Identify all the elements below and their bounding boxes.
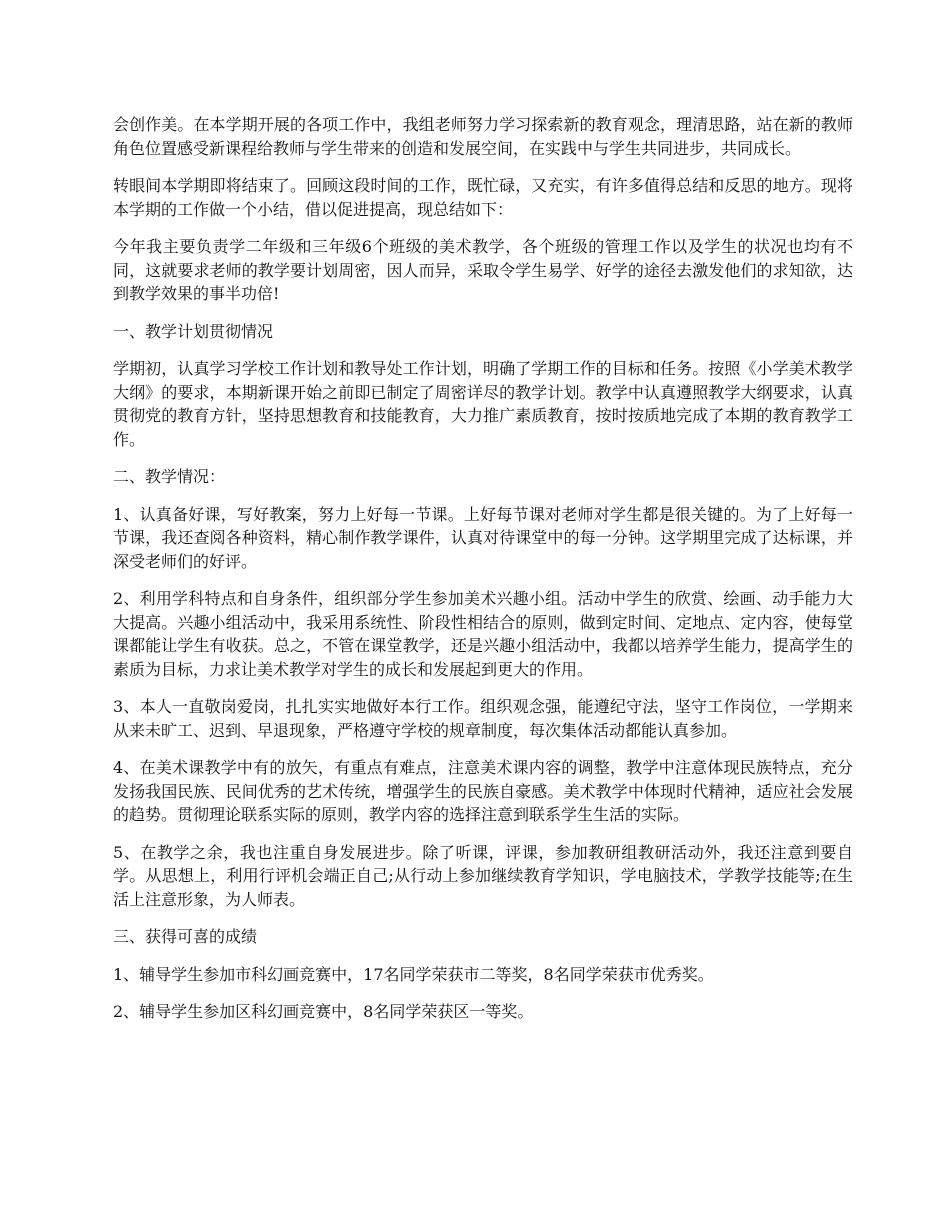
intro-paragraph-3: 今年我主要负责学二年级和三年级6个班级的美术教学，各个班级的管理工作以及学生的状况也均有不同，这就要求老师的教学要计划周密，因人而异，采取令学生易学、好学的途径去激发他们的求知欲，达到教学效果的事半功倍! — [113, 237, 853, 303]
section-2-item-4: 4、在美术课教学中有的放矢，有重点有难点，注意美术课内容的调整，教学中注意体现民族特点，充分发扬我国民族、民间优秀的艺术传统，增强学生的民族自豪感。美术教学中体现时代精神，适应社会发展的趋势。贯彻理论联系实际的原则，教学内容的选择注意到联系学生生活的实际。 — [113, 758, 853, 824]
section-3-item-2: 2、辅导学生参加区科幻画竞赛中，8名同学荣获区一等奖。 — [113, 1002, 534, 1021]
section-3-item-1: 1、辅导学生参加市科幻画竞赛中，17名同学荣获市二等奖，8名同学荣获市优秀奖。 — [113, 964, 714, 984]
section-2-item-5: 5、在教学之余，我也注重自身发展进步。除了听课，评课，参加教研组教研活动外，我还注意到要自学。从思想上，利用行评机会端正自己;从行动上参加继续教育学知识，学电脑技术，学教学技能等;在生活上注意形象，为人师表。 — [113, 842, 853, 909]
section-heading-2: 二、教学情况： — [113, 467, 226, 486]
section-2-item-3: 3、本人一直敬岗爱岗，扎扎实实地做好本行工作。组织观念强，能遵纪守法，坚守工作岗位，一学期来从来未旷工、迟到、早退现象，严格遵守学校的规章制度，每次集体活动都能认真参加。 — [113, 697, 853, 740]
intro-paragraph-1: 会创作美。在本学期开展的各项工作中，我组老师努力学习探索新的教育观念，理清思路，站在新的教师角色位置感受新课程给教师与学生带来的创造和发展空间，在实践中与学生共同进步，共同成长。 — [113, 115, 853, 158]
section-2-item-2: 2、利用学科特点和自身条件，组织部分学生参加美术兴趣小组。活动中学生的欣赏、绘画、动手能力大大提高。兴趣小组活动中，我采用系统性、阶段性相结合的原则，做到定时间、定地点、定内容，使每堂课都能让学生有收获。总之，不管在课堂教学，还是兴趣小组活动中，我都以培养学生能力，提高学生的素质为目标，力求让美术教学对学生的成长和发展起到更大的作用。 — [113, 589, 853, 679]
document-page — [113, 113, 853, 1038]
section-heading-3: 三、获得可喜的成绩 — [113, 927, 258, 946]
section-1-paragraph: 学期初，认真学习学校工作计划和教导处工作计划，明确了学期工作的目标和任务。按照《小学美术教学大纲》的要求，本期新课开始之前即已制定了周密详尽的教学计划。教学中认真遵照教学大纲要求，认真贯彻党的教育方针，坚持思想教育和技能教育，大力推广素质教育，按时按质地完成了本期的教育教学工作。 — [113, 359, 853, 449]
intro-paragraph-2: 转眼间本学期即将结束了。回顾这段时间的工作，既忙碌，又充实，有许多值得总结和反思的地方。现将本学期的工作做一个小结，借以促进提高，现总结如下： — [113, 176, 853, 219]
section-2-item-1: 1、认真备好课，写好教案，努力上好每一节课。上好每节课对老师对学生都是很关键的。为了上好每一节课，我还查阅各种资料，精心制作教学课件，认真对待课堂中的每一分钟。这学期里完成了达标课，并深受老师们的好评。 — [113, 504, 853, 571]
section-heading-1: 一、教学计划贯彻情况 — [113, 321, 274, 341]
